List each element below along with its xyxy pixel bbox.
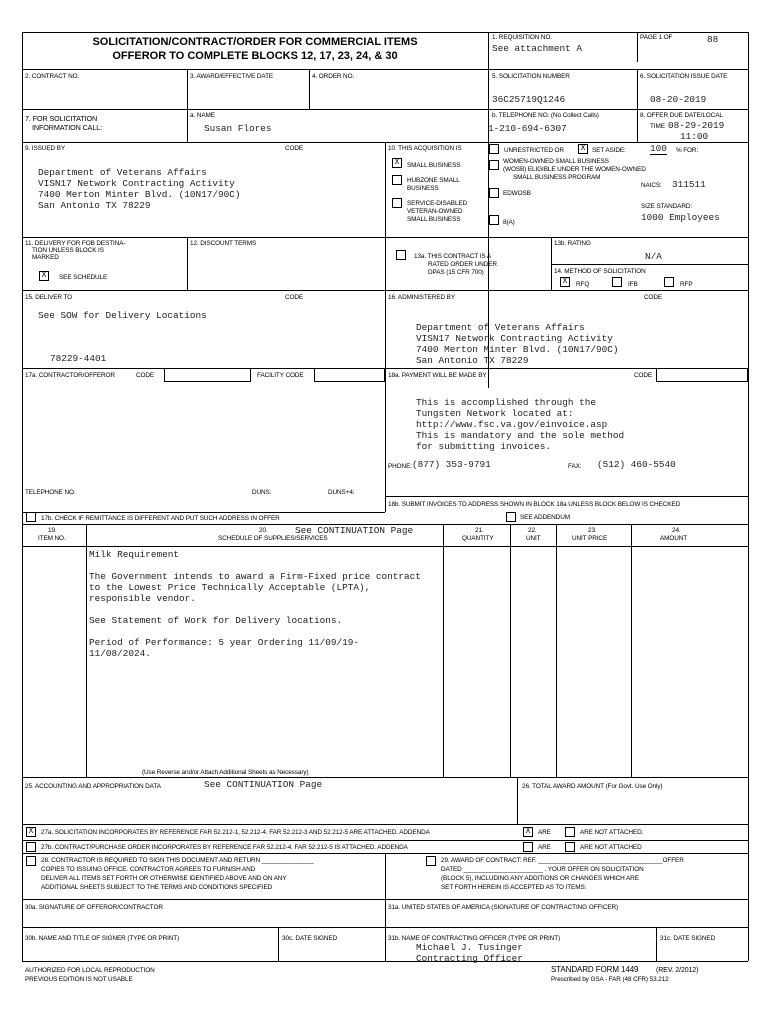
- rfq-label: RFQ: [576, 281, 590, 288]
- payment-line: for submitting invoices.: [416, 441, 552, 452]
- delivery-label: 11. DELIVERY FOR FOB DESTINA-: [25, 240, 126, 247]
- schedule-continuation: See CONTINUATION Page: [295, 525, 414, 536]
- contract-no-label: 2. CONTRACT NO.: [25, 73, 80, 80]
- method-label: 14. METHOD OF SOLICITATION: [554, 268, 646, 275]
- 8a-label: 8(A): [503, 219, 515, 226]
- 28-line: ADDITIONAL SHEETS SUBJECT TO THE TERMS AND CONDITIONS SPECIFIED: [41, 884, 273, 891]
- rule: [443, 524, 444, 777]
- form-title-line2: OFFEROR TO COMPLETE BLOCKS 12, 17, 23, 24, & 30: [112, 50, 398, 62]
- 28-checkbox[interactable]: [26, 856, 36, 866]
- rfp-label: RFP: [680, 281, 693, 288]
- rule: [22, 899, 748, 900]
- footer-authorized: AUTHORIZED FOR LOCAL REPRODUCTION: [25, 967, 155, 974]
- 29-checkbox[interactable]: [426, 856, 436, 866]
- rule: [510, 524, 511, 777]
- contractor-code-label: CODE: [136, 372, 155, 379]
- col-23-number: 23.: [588, 527, 597, 534]
- discount-terms-label: 12. DISCOUNT TERMS: [190, 240, 257, 247]
- footer-previous-edition: PREVIOUS EDITION IS NOT USABLE: [25, 976, 133, 983]
- rule: [22, 290, 748, 291]
- total-award-label: 26. TOTAL AWARD AMOUNT (For Govt. Use Only): [522, 783, 663, 790]
- issued-by-line: 7400 Merton Minter Blvd. (10N17/90C): [38, 189, 241, 200]
- contracting-officer-title: Contracting Officer: [416, 953, 523, 964]
- requisition-label: 1. REQUISITION NO.: [492, 34, 552, 41]
- size-standard-label: SIZE STANDARD:: [641, 203, 693, 210]
- rule: [22, 546, 748, 547]
- rule: [22, 777, 748, 778]
- solicitation-no-label: 5. SOLICITATION NUMBER: [492, 73, 570, 80]
- 27b-are-not-label: ARE NOT ATTACHED: [580, 844, 642, 851]
- info-call-label-2: INFORMATION CALL:: [32, 123, 103, 132]
- fax-value[interactable]: (512) 460-5540: [597, 459, 676, 470]
- contracting-officer-name: Michael J. Tusinger: [416, 942, 523, 953]
- set-aside-label: SET ASIDE:: [592, 147, 626, 154]
- deliver-to-zip: 78229-4401: [50, 353, 107, 364]
- page-count: 88: [707, 34, 719, 45]
- col-22-header: UNIT: [526, 535, 541, 542]
- small-business-checkbox[interactable]: X: [392, 158, 402, 168]
- issued-by-line: San Antonio TX 78229: [38, 200, 151, 211]
- solicitation-date-label: 6. SOLICITATION ISSUE DATE: [640, 73, 728, 80]
- rule-top: [22, 32, 748, 33]
- telephone-label: b. TELEPHONE NO. (No Collect Calls): [492, 112, 599, 119]
- rule: [187, 69, 188, 142]
- set-aside-percent[interactable]: 100: [650, 143, 667, 154]
- payment-label: 18a. PAYMENT WILL BE MADE BY: [388, 372, 487, 379]
- sdvosb-label-2: VETERAN-OWNED: [407, 208, 463, 215]
- 31a-label: 31a. UNITED STATES OF AMERICA (SIGNATURE OF CONTRACTING OFFICER): [388, 904, 619, 911]
- deliver-to-line: See SOW for Delivery Locations: [38, 310, 207, 321]
- rule-left: [22, 32, 23, 961]
- reverse-note: (Use Reverse and/or Attach Additional Sheets as Necessary): [142, 769, 309, 776]
- deliver-to-label: 15. DELIVER TO: [25, 294, 73, 301]
- administered-by-code-label: CODE: [644, 294, 663, 301]
- facility-code-field[interactable]: [314, 368, 385, 382]
- 27a-are-label: ARE: [538, 829, 551, 836]
- 8a-checkbox[interactable]: [489, 215, 499, 225]
- rfq-checkbox[interactable]: X: [560, 277, 570, 287]
- see-addendum-checkbox[interactable]: [506, 512, 516, 522]
- rating-value[interactable]: N/A: [645, 251, 662, 262]
- see-schedule-label: SEE SCHEDULE: [59, 274, 108, 281]
- rule: [309, 69, 310, 109]
- solicitation-date-value[interactable]: 08-20-2019: [650, 94, 707, 105]
- 28-line: COPIES TO ISSUING OFFICE. CONTRACTOR AGREES TO FURNISH AND: [41, 866, 256, 873]
- remittance-label: 17b. CHECK IF REMITTANCE IS DIFFERENT AND PUT SUCH ADDRESS IN OFFER: [41, 515, 280, 522]
- 27a-are-not-label: ARE NOT ATTACHED.: [580, 829, 644, 836]
- rule: [385, 142, 386, 512]
- col-24-header: AMOUNT: [660, 535, 688, 542]
- footer-revision: (REV. 2/2012): [656, 967, 699, 974]
- page-label: PAGE 1 OF: [640, 34, 673, 41]
- rule: [556, 524, 557, 777]
- 30c-label: 30c. DATE SIGNED: [282, 935, 338, 942]
- phone-label: PHONE:: [388, 463, 412, 470]
- sdvosb-checkbox[interactable]: [392, 198, 402, 208]
- 28-line: DELIVER ALL ITEMS SET FORTH OR OTHERWISE IDENTIFIED ABOVE AND ON ANY: [41, 875, 287, 882]
- hubzone-checkbox[interactable]: [392, 175, 402, 185]
- wosb-label: WOMEN-OWNED SMALL BUSINESS: [503, 158, 609, 165]
- unrestricted-label: UNRESTRICTED OR: [504, 147, 564, 154]
- offer-due-time-label: TIME: [650, 123, 665, 130]
- rule: [22, 840, 748, 841]
- administered-by-label: 16. ADMINISTERED BY: [388, 294, 455, 301]
- rule: [517, 777, 518, 824]
- administered-by-line: Department of Veterans Affairs: [416, 322, 585, 333]
- 29-line: (BLOCK 5), INCLUDING ANY ADDITIONS OR CHANGES WHICH ARE: [441, 875, 639, 882]
- offer-due-label: 8. OFFER DUE DATE/LOCAL: [640, 112, 723, 119]
- see-schedule-checkbox[interactable]: X: [39, 271, 49, 281]
- sdvosb-label: SERVICE-DISABLED: [407, 200, 468, 207]
- rule: [631, 524, 632, 777]
- deliver-to-code-label: CODE: [285, 294, 304, 301]
- ifb-label: IFB: [628, 281, 638, 288]
- payment-line: This is accomplished through the: [416, 397, 597, 408]
- payment-line: Tungsten Network located at:: [416, 408, 574, 419]
- 27a-are-checkbox[interactable]: X: [523, 827, 533, 837]
- phone-value[interactable]: (877) 353-9791: [412, 459, 491, 470]
- rule: [22, 927, 748, 928]
- schedule-line: The Government intends to award a Firm-Fixed price contract: [89, 571, 421, 582]
- rule: [22, 69, 748, 70]
- schedule-line: responsible vendor.: [89, 593, 196, 604]
- requisition-value[interactable]: See attachment A: [492, 43, 583, 54]
- set-aside-checkbox[interactable]: X: [578, 144, 588, 154]
- form-title-line1: SOLICITATION/CONTRACT/ORDER FOR COMMERCIAL ITEMS: [92, 36, 418, 48]
- 27b-are-not-checkbox[interactable]: [565, 842, 575, 852]
- edwosb-label: EDWOSB: [503, 190, 531, 197]
- delivery-label-2: TION UNLESS BLOCK IS: [32, 247, 104, 254]
- 27a-label: 27a. SOLICITATION INCORPORATES BY REFERENCE FAR 52.212-1, 52.212-4. FAR 52.212-3 AND 52.212-5 ARE ATTACHED. ADDENDA: [41, 829, 430, 836]
- rule: [22, 368, 748, 369]
- facility-code-label: FACILITY CODE: [257, 372, 304, 379]
- duns-label: DUNS:: [252, 489, 272, 496]
- acquisition-label: 10. THIS ACQUISITION IS: [388, 145, 462, 152]
- rule: [637, 69, 638, 142]
- col-21-header: QUANTITY: [462, 535, 494, 542]
- unrestricted-checkbox[interactable]: [489, 144, 499, 154]
- col-23-header: UNIT PRICE: [572, 535, 608, 542]
- rule: [637, 32, 638, 62]
- 27b-label: 27b. CONTRACT/PURCHASE ORDER INCORPORATES BY REFERENCE FAR 52.212-4. FAR 52.212-5 IS ATTACHED. ADDENDA: [41, 844, 408, 851]
- payment-line: http://www.fsc.va.gov/einvoice.asp: [416, 419, 608, 430]
- 28-line: 28. CONTRACTOR IS REQUIRED TO SIGN THIS DOCUMENT AND RETURN _______________: [41, 857, 314, 864]
- naics-value[interactable]: 311511: [672, 179, 706, 190]
- rated-order-checkbox[interactable]: [396, 250, 406, 260]
- name-label: a. NAME: [190, 112, 215, 119]
- administered-by-line: San Antonio TX 78229: [416, 355, 529, 366]
- sdvosb-label-3: SMALL BUSINESS: [407, 216, 461, 223]
- 27b-are-label: ARE: [538, 844, 551, 851]
- schedule-line: See Statement of Work for Delivery locations.: [89, 615, 343, 626]
- rule: [187, 237, 188, 290]
- rule: [22, 109, 748, 110]
- 31c-label: 31c. DATE SIGNED: [660, 935, 716, 942]
- issued-by-line: VISN17 Network Contracting Activity: [38, 178, 235, 189]
- issued-by-label: 9. ISSUED BY: [25, 145, 65, 152]
- 29-line: DATED _______________________ . YOUR OFFER ON SOLICITATION: [441, 866, 644, 873]
- administered-by-line: VISN17 Network Contracting Activity: [416, 333, 613, 344]
- issued-by-code-label: CODE: [285, 145, 304, 152]
- 27b-are-checkbox[interactable]: [523, 842, 533, 852]
- remittance-checkbox[interactable]: [26, 512, 36, 522]
- rule: [551, 264, 748, 265]
- small-business-label: SMALL BUSINESS: [407, 162, 461, 169]
- edwosb-checkbox[interactable]: [489, 188, 499, 198]
- accounting-label: 25. ACCOUNTING AND APPROPRIATION DATA: [25, 783, 161, 790]
- fax-label: FAX:: [568, 463, 582, 470]
- rated-order-label-2: RATED ORDER UNDER: [428, 261, 497, 268]
- wosb-checkbox[interactable]: [489, 160, 499, 170]
- col-24-number: 24.: [672, 527, 681, 534]
- 27b-checkbox[interactable]: [26, 842, 36, 852]
- rule-right: [748, 32, 749, 961]
- 29-line: SET FORTH HEREIN IS ACCEPTED AS TO ITEMS:: [441, 884, 587, 891]
- rule: [385, 496, 748, 497]
- duns4-label: DUNS+4:: [328, 489, 355, 496]
- schedule-line: Period of Performance: 5 year Ordering 11/09/19-: [89, 637, 360, 648]
- footer-form-name: STANDARD FORM 1449: [551, 965, 639, 974]
- rfp-checkbox[interactable]: [664, 277, 674, 287]
- payment-code-field[interactable]: [656, 368, 748, 382]
- rated-order-label: 13a. THIS CONTRACT IS A: [414, 253, 492, 260]
- col-22-number: 22.: [528, 527, 537, 534]
- contractor-label: 17a. CONTRACTOR/OFFEROR: [25, 372, 115, 379]
- naics-label: NAICS:: [641, 182, 662, 189]
- rule: [22, 824, 748, 825]
- col-20-number: 20.: [259, 527, 268, 534]
- award-date-label: 3. AWARD/EFFECTIVE DATE: [190, 73, 274, 80]
- size-standard-value[interactable]: 1000 Employees: [641, 212, 720, 223]
- hubzone-label: HUBZONE SMALL: [407, 177, 460, 184]
- wosb-label-2: (WOSB) ELIGIBLE UNDER THE WOMEN-OWNED: [503, 166, 646, 173]
- 29-line: 29. AWARD OF CONTRACT: REF. ____________________________________OFFER: [441, 857, 684, 864]
- hubzone-label-2: BUSINESS: [407, 185, 439, 192]
- offer-due-date[interactable]: 08-29-2019: [668, 120, 725, 131]
- telephone-no-label: TELEPHONE NO.: [25, 489, 76, 496]
- set-aside-percent-for: % FOR:: [676, 147, 699, 154]
- info-call-label: 7. FOR SOLICITATION: [25, 114, 98, 123]
- 30a-label: 30a. SIGNATURE OF OFFEROR/CONTRACTOR: [25, 904, 163, 911]
- accounting-value: See CONTINUATION Page: [204, 779, 323, 790]
- administered-by-line: 7400 Merton Minter Blvd. (10N17/90C): [416, 344, 619, 355]
- rated-order-label-3: DPAS (15 CFR 700): [428, 269, 484, 276]
- order-no-label: 4. ORDER NO.: [312, 73, 355, 80]
- rule: [385, 853, 386, 961]
- col-21-number: 21.: [475, 527, 484, 534]
- schedule-line: 11/08/2024.: [89, 648, 151, 659]
- rule: [22, 512, 385, 513]
- 30b-label: 30b. NAME AND TITLE OF SIGNER (TYPE OR PRINT): [25, 935, 180, 942]
- rating-label: 13b. RATING: [554, 240, 591, 247]
- rule: [22, 237, 748, 238]
- rule-bottom: [22, 961, 748, 962]
- submit-invoices-label: 18b. SUBMIT INVOICES TO ADDRESS SHOWN IN BLOCK 18a UNLESS BLOCK BELOW IS CHECKED: [388, 501, 681, 508]
- schedule-line: Milk Requirement: [89, 549, 180, 560]
- col-20-header: SCHEDULE OF SUPPLIES/SERVICES: [218, 535, 328, 542]
- payment-code-label: CODE: [634, 372, 653, 379]
- 27a-are-not-checkbox[interactable]: [565, 827, 575, 837]
- col-19-number: 19.: [48, 527, 57, 534]
- offer-due-time[interactable]: 11:00: [680, 131, 709, 142]
- telephone-value[interactable]: 1-210-694-6307: [488, 123, 567, 134]
- issued-by-line: Department of Veterans Affairs: [38, 167, 207, 178]
- contractor-code-field[interactable]: [164, 368, 251, 382]
- schedule-line: to the Lowest Price Technically Acceptable (LPTA),: [89, 582, 371, 593]
- rule: [278, 927, 279, 961]
- contact-name[interactable]: Susan Flores: [204, 123, 272, 134]
- see-addendum-label: SEE ADDENDUM: [520, 514, 570, 521]
- delivery-label-3: MARKED: [32, 254, 59, 261]
- payment-line: This is mandatory and the sole method: [416, 430, 625, 441]
- 27a-checkbox[interactable]: X: [26, 827, 36, 837]
- solicitation-no-value[interactable]: 36C25719Q1246: [492, 94, 566, 105]
- footer-prescribed: Prescribed by GSA - FAR (48 CFR) 53.212: [551, 976, 669, 983]
- rule: [86, 524, 87, 777]
- col-19-header: ITEM NO.: [38, 535, 66, 542]
- rule: [656, 927, 657, 961]
- 31b-label: 31b. NAME OF CONTRACTING OFFICER (TYPE OR PRINT): [388, 935, 561, 942]
- wosb-label-3: SMALL BUSINESS PROGRAM: [513, 174, 601, 181]
- ifb-checkbox[interactable]: [612, 277, 622, 287]
